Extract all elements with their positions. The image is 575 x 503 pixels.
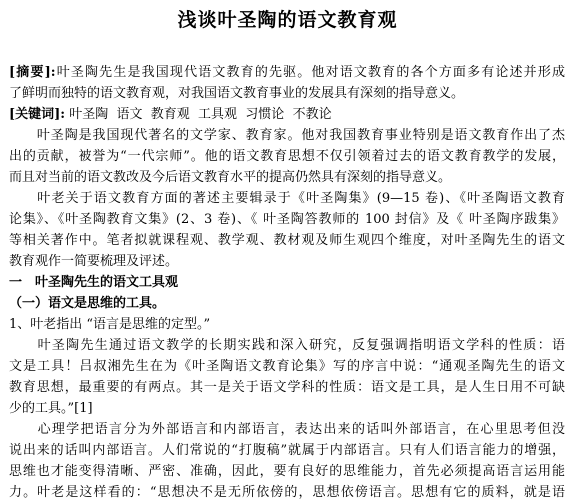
keywords-line: [9, 104, 565, 125]
paragraph-line: 叶老关于语文教育方面的著述主要辑录于《叶圣陶集》(9—15 卷)、《叶圣陶语文教育: [9, 191, 565, 206]
paragraph-line: 心理学把语言分为外部语言和内部语言，表达出来的话叫外部语言，在心里思考但没: [9, 422, 565, 437]
keywords-label: [关键词]:: [9, 107, 66, 122]
paragraph-line: 思维也才能变得清晰、严密、准确，因此，要有良好的思维能力，首先必须提高语言运用能: [9, 464, 565, 479]
abstract-line-1: [9, 62, 565, 83]
paragraph-line: 叶圣陶先生通过语文教学的长期实践和深入研究，反复强调指明语文学科的性质：语: [9, 338, 565, 353]
abstract-text-1: 叶圣陶先生是我国现代语文教育的先驱。他对语文教育的各个方面多有论述并形成: [55, 65, 565, 80]
section-heading: 一 叶圣陶先生的语文工具观: [9, 275, 179, 290]
subsection-heading: （一）语文是思维的工具。: [9, 296, 166, 311]
paragraph-line: 说出来的话叫内部语言。人们常说的“打腹稿”就属于内部语言。只有人们语言能力的增强，: [9, 443, 565, 458]
abstract-label: [摘要]:: [9, 65, 56, 80]
document-title: 浅谈叶圣陶的语文教育观: [177, 9, 398, 31]
paragraph-line: 出的贡献，被誉为“一代宗师”。他的语文教育思想不仅引领着过去的语文教育教学的发展，: [9, 149, 565, 164]
abstract-line-2: 了鲜明而独特的语文教育观，对我国语文教育事业的发展具有深刻的指导意义。: [9, 86, 465, 101]
keywords-text: 叶圣陶 语文 教育观 工具观 习惯论 不教论: [69, 107, 332, 122]
paragraph-line: 论集》、《叶圣陶教育文集》(2、3 卷)、《 叶圣陶答教师的 100 封信》及《 叶圣陶序跋集》: [9, 212, 565, 227]
paragraph-line: 等相关著作中。笔者拟就课程观、教学观、教材观及师生观四个维度，对叶圣陶先生的语文: [9, 233, 565, 248]
paragraph-line: 叶圣陶是我国现代著名的文学家、教育家。他对我国教育事业特别是语文教育作出了杰: [9, 128, 565, 143]
paragraph-line: 教育思想，最重要的有两点。其一是关于语文学科的性质：语文是工具，是人生日用不可缺: [9, 380, 565, 395]
paragraph-line: 文是工具！吕叔湘先生在为《叶圣陶语文教育论集》写的序言中说：“通观圣陶先生的语文: [9, 359, 565, 374]
paragraph-line: 教育观作一简要梳理及评述。: [9, 254, 179, 269]
paragraph-line: 而且对当前的语文教改及今后语文教育水平的提高仍然具有深刻的指导意义。: [9, 170, 452, 185]
paragraph-line: 力。叶老是这样看的：“思想决不是无所依傍的，思想依傍语言。思想有它的质料，就是语: [9, 485, 565, 500]
paragraph-line: 少的工具。”[1]: [9, 401, 93, 416]
list-item: 1、叶老指出 “语言是思维的定型。”: [9, 317, 211, 332]
